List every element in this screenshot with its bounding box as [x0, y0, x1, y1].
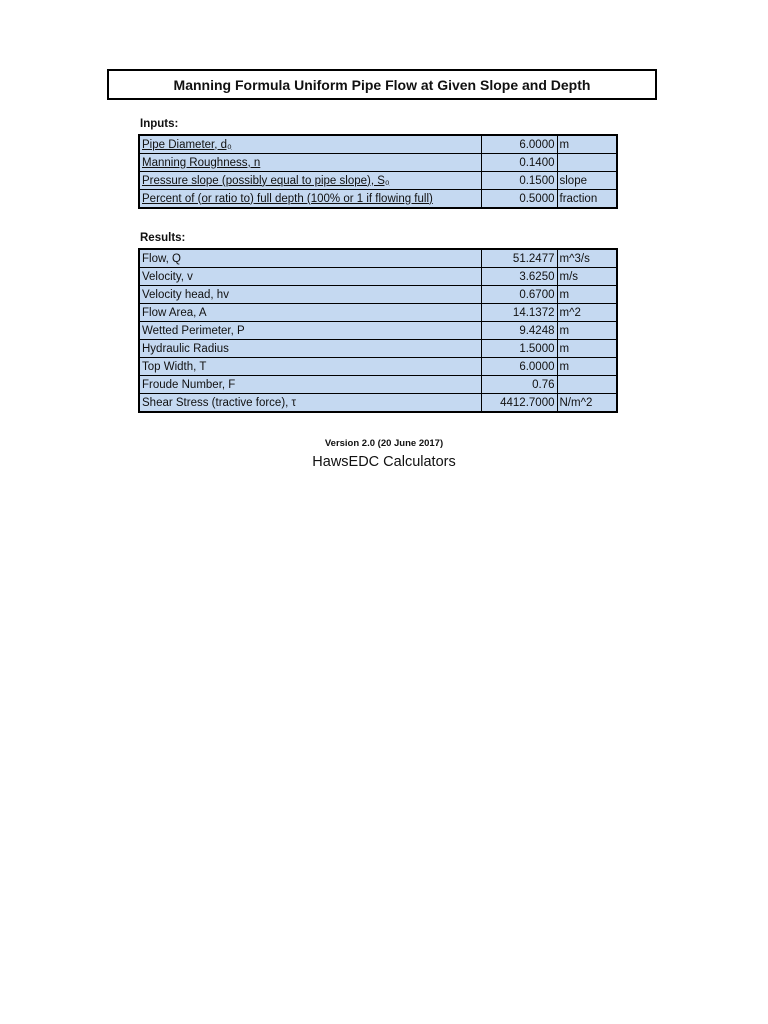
result-value-cell[interactable]: 3.6250	[481, 268, 557, 286]
result-unit-cell[interactable]: m^2	[557, 304, 617, 322]
table-row	[139, 249, 617, 268]
version-note: Version 2.0 (20 June 2017)	[324, 438, 444, 449]
title-box	[107, 69, 657, 100]
results-table	[138, 248, 618, 413]
result-value-cell[interactable]: 51.2477	[481, 249, 557, 268]
result-unit-cell[interactable]: m	[557, 322, 617, 340]
result-unit-cell[interactable]: m	[557, 340, 617, 358]
result-unit-cell[interactable]: m	[557, 358, 617, 376]
table-row	[139, 154, 617, 172]
input-name-cell[interactable]: Pressure slope (possibly equal to pipe slope), S₀	[139, 172, 481, 190]
results-label: Results:	[140, 232, 186, 244]
input-unit-cell[interactable]: m	[557, 135, 617, 154]
result-name-cell[interactable]: Hydraulic Radius	[139, 340, 481, 358]
input-value-cell[interactable]: 0.5000	[481, 190, 557, 209]
result-name-cell[interactable]: Top Width, T	[139, 358, 481, 376]
table-row	[139, 358, 617, 376]
inputs-table	[138, 134, 618, 209]
table-row	[139, 190, 617, 209]
result-name-cell[interactable]: Flow, Q	[139, 249, 481, 268]
result-value-cell[interactable]: 0.76	[481, 376, 557, 394]
result-value-cell[interactable]: 14.1372	[481, 304, 557, 322]
input-name-cell[interactable]: Percent of (or ratio to) full depth (100% or 1 if flowing full)	[139, 190, 481, 209]
table-row	[139, 322, 617, 340]
result-name-cell[interactable]: Velocity head, hv	[139, 286, 481, 304]
result-value-cell[interactable]: 0.6700	[481, 286, 557, 304]
input-unit-cell[interactable]: fraction	[557, 190, 617, 209]
input-value-cell[interactable]: 0.1400	[481, 154, 557, 172]
result-name-cell[interactable]: Flow Area, A	[139, 304, 481, 322]
result-name-cell[interactable]: Shear Stress (tractive force), τ	[139, 394, 481, 413]
table-row	[139, 340, 617, 358]
page-title: Manning Formula Uniform Pipe Flow at Given Slope and Depth	[173, 76, 591, 93]
result-unit-cell[interactable]: m	[557, 286, 617, 304]
table-row	[139, 376, 617, 394]
result-unit-cell[interactable]	[557, 376, 617, 394]
table-row	[139, 394, 617, 413]
result-value-cell[interactable]: 9.4248	[481, 322, 557, 340]
result-value-cell[interactable]: 1.5000	[481, 340, 557, 358]
input-value-cell[interactable]: 0.1500	[481, 172, 557, 190]
result-value-cell[interactable]: 4412.7000	[481, 394, 557, 413]
result-name-cell[interactable]: Wetted Perimeter, P	[139, 322, 481, 340]
table-row	[139, 304, 617, 322]
result-value-cell[interactable]: 6.0000	[481, 358, 557, 376]
inputs-label: Inputs:	[140, 118, 179, 130]
table-row	[139, 286, 617, 304]
result-unit-cell[interactable]: m^3/s	[557, 249, 617, 268]
table-row	[139, 135, 617, 154]
result-unit-cell[interactable]: N/m^2	[557, 394, 617, 413]
result-unit-cell[interactable]: m/s	[557, 268, 617, 286]
input-name-cell[interactable]: Manning Roughness, n	[139, 154, 481, 172]
table-row	[139, 268, 617, 286]
input-unit-cell[interactable]: slope	[557, 172, 617, 190]
input-name-cell[interactable]: Pipe Diameter, d₀	[139, 135, 481, 154]
result-name-cell[interactable]: Froude Number, F	[139, 376, 481, 394]
credit-text: HawsEDC Calculators	[312, 454, 456, 470]
table-row	[139, 172, 617, 190]
input-value-cell[interactable]: 6.0000	[481, 135, 557, 154]
result-name-cell[interactable]: Velocity, v	[139, 268, 481, 286]
input-unit-cell[interactable]	[557, 154, 617, 172]
